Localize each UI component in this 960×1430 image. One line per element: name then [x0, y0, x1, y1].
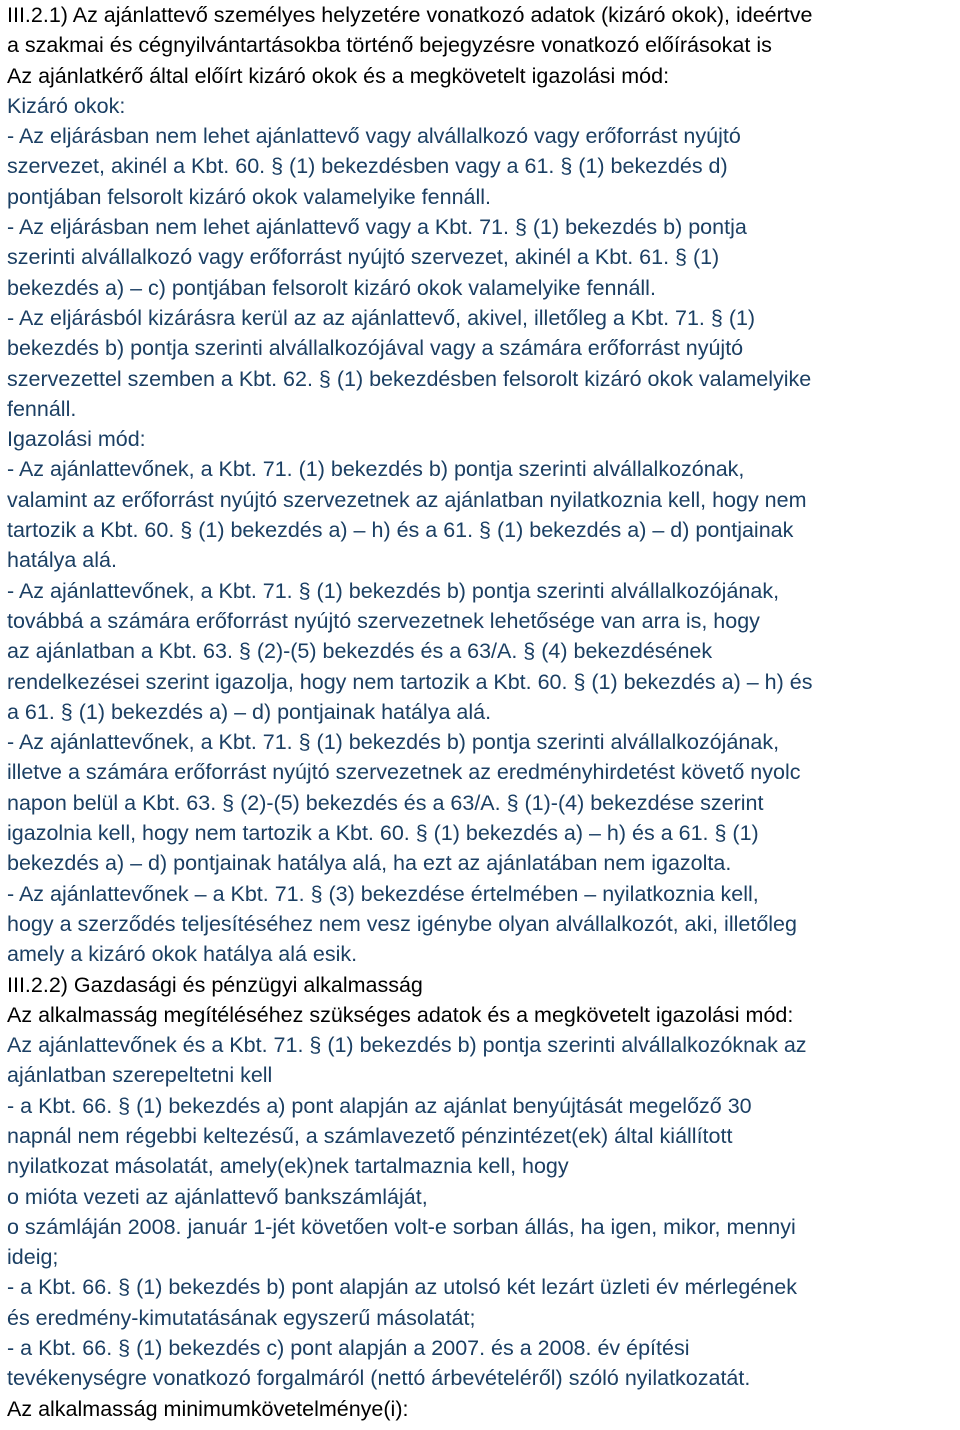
text-line: bekezdés b) pontja szerinti alvállalkozójával vagy a számára erőforrást nyújtó [7, 336, 744, 361]
text-line: ideig; [7, 1245, 59, 1270]
text-line: - Az ajánlattevőnek, a Kbt. 71. (1) bekezdés b) pontja szerinti alvállalkozónak, [7, 457, 745, 482]
text-line: szervezet, akinél a Kbt. 60. § (1) bekezdésben vagy a 61. § (1) bekezdés d) [7, 154, 728, 179]
text-line: o mióta vezeti az ajánlattevő bankszámláját, [7, 1184, 428, 1209]
text-line: - Az ajánlattevőnek, a Kbt. 71. § (1) bekezdés b) pontja szerinti alvállalkozójának, [7, 730, 780, 755]
text-line: - Az eljárásban nem lehet ajánlattevő vagy alvállalkozó vagy erőforrást nyújtó [7, 124, 741, 149]
text-line: pontjában felsorolt kizáró okok valamelyike fennáll. [7, 184, 492, 209]
text-line: nyilatkozat másolatát, amely(ek)nek tartalmaznia kell, hogy [7, 1154, 569, 1179]
text-line: szerinti alvállalkozó vagy erőforrást nyújtó szervezet, akinél a Kbt. 61. § (1) [7, 245, 720, 270]
text-line: o számláján 2008. január 1-jét követően volt-e sorban állás, ha igen, mikor, mennyi [7, 1214, 796, 1239]
section-heading-line: Az alkalmasság megítéléséhez szükséges adatok és a megkövetelt igazolási mód: [7, 1002, 794, 1027]
text-line: hatálya alá. [7, 548, 117, 573]
text-line: ajánlatban szerepeltetni kell [7, 1063, 273, 1088]
text-line: tartozik a Kbt. 60. § (1) bekezdés a) – h) és a 61. § (1) bekezdés a) – d) pontjainak [7, 518, 794, 543]
section-heading-line: Az alkalmasság minimumkövetelménye(i): [7, 1396, 409, 1421]
text-line: Az ajánlattevőnek és a Kbt. 71. § (1) bekezdés b) pontja szerinti alvállalkozóknak az [7, 1033, 807, 1058]
section-heading-line: III.2.2) Gazdasági és pénzügyi alkalmasság [7, 972, 423, 997]
text-line: az ajánlatban a Kbt. 63. § (2)-(5) bekezdés és a 63/A. § (4) bekezdésének [7, 639, 713, 664]
text-line: a 61. § (1) bekezdés a) – d) pontjainak hatálya alá. [7, 699, 492, 724]
text-line: és eredmény-kimutatásának egyszerű másolatát; [7, 1305, 476, 1330]
text-line: illetve a számára erőforrást nyújtó szervezetnek az eredményhirdetést követő nyolc [7, 760, 801, 785]
text-line: tevékenységre vonatkozó forgalmáról (nettó árbevételéről) szóló nyilatkozatát. [7, 1366, 751, 1391]
section-heading-line: III.2.1) Az ajánlattevő személyes helyzetére vonatkozó adatok (kizáró okok), ideértve [7, 3, 813, 27]
text-line: - Az ajánlattevőnek, a Kbt. 71. § (1) bekezdés b) pontja szerinti alvállalkozójának, [7, 578, 780, 603]
text-line: amely a kizáró okok hatálya alá esik. [7, 942, 358, 967]
section-heading-line: a szakmai és cégnyilvántartásokba történő bejegyzésre vonatkozó előírásokat is [7, 33, 772, 58]
text-line: napnál nem régebbi keltezésű, a számlavezető pénzintézet(ek) által kiállított [7, 1123, 733, 1148]
text-line: - Az eljárásban nem lehet ajánlattevő vagy a Kbt. 71. § (1) bekezdés b) pontja [7, 215, 747, 240]
text-line: szervezettel szemben a Kbt. 62. § (1) bekezdésben felsorolt kizáró okok valamelyike [7, 366, 812, 391]
text-line: - Az eljárásból kizárásra kerül az az ajánlattevő, akivel, illetőleg a Kbt. 71. § (1) [7, 305, 756, 330]
section-heading-line: Az ajánlatkérő által előírt kizáró okok és a megkövetelt igazolási mód: [7, 63, 670, 88]
text-line: rendelkezései szerint igazolja, hogy nem tartozik a Kbt. 60. § (1) bekezdés a) – h) és [7, 669, 813, 694]
text-line: - a Kbt. 66. § (1) bekezdés b) pont alapján az utolsó két lezárt üzleti év mérlegének [7, 1275, 797, 1300]
text-line: - Az ajánlattevőnek – a Kbt. 71. § (3) bekezdése értelmében – nyilatkoznia kell, [7, 881, 759, 906]
text-line: valamint az erőforrást nyújtó szervezetnek az ajánlatban nyilatkoznia kell, hogy nem [7, 487, 807, 512]
text-line: - a Kbt. 66. § (1) bekezdés a) pont alapján az ajánlat benyújtását megelőző 30 [7, 1093, 752, 1118]
text-line: Kizáró okok: [7, 93, 126, 118]
text-line: hogy a szerződés teljesítéséhez nem vesz igénybe olyan alvállalkozót, aki, illetőleg [7, 911, 797, 936]
text-line: fennáll. [7, 396, 77, 421]
text-line: igazolnia kell, hogy nem tartozik a Kbt. 60. § (1) bekezdés a) – h) és a 61. § (1) [7, 821, 759, 846]
text-line: továbbá a számára erőforrást nyújtó szervezetnek lehetősége van arra is, hogy [7, 608, 760, 633]
text-line: bekezdés a) – c) pontjában felsorolt kizáró okok valamelyike fennáll. [7, 275, 656, 300]
text-line: napon belül a Kbt. 63. § (2)-(5) bekezdés és a 63/A. § (1)-(4) bekezdése szerint [7, 790, 764, 815]
text-line: - a Kbt. 66. § (1) bekezdés c) pont alapján a 2007. és a 2008. év építési [7, 1336, 690, 1361]
text-line: Igazolási mód: [7, 427, 146, 452]
text-line: bekezdés a) – d) pontjainak hatálya alá, ha ezt az ajánlatában nem igazolta. [7, 851, 732, 876]
